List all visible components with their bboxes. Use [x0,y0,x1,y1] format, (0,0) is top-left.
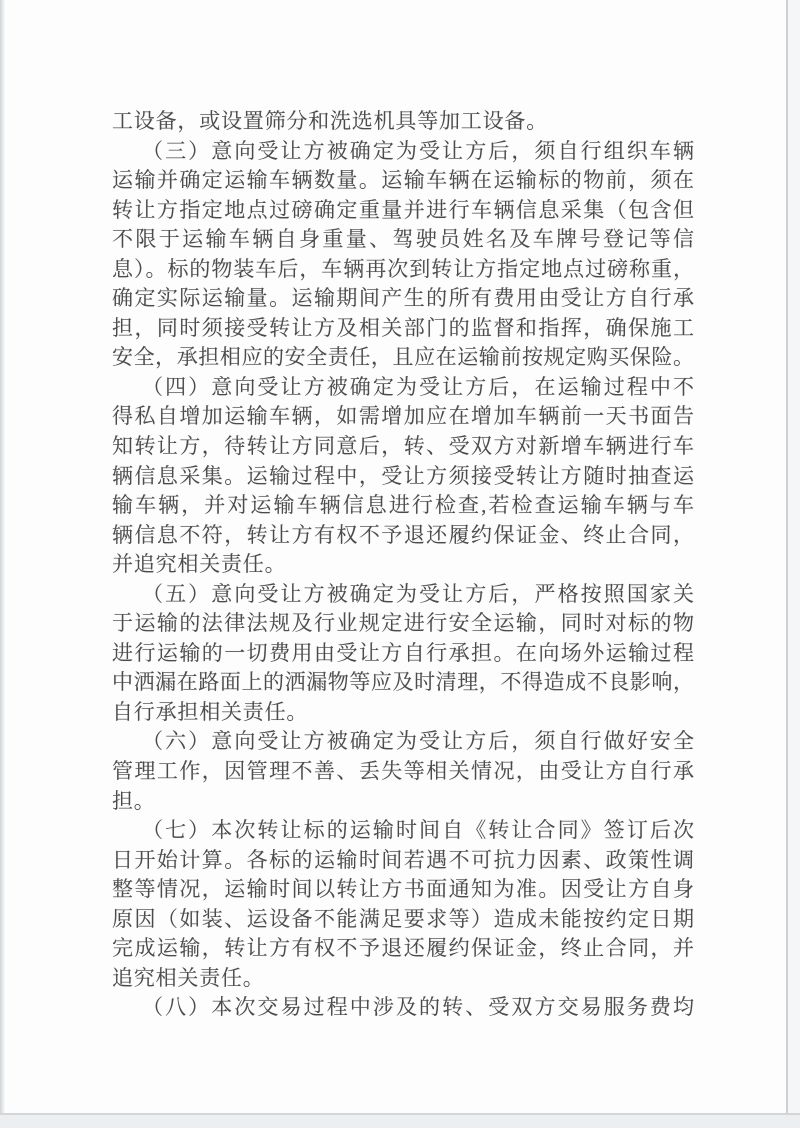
text-line: 原因（如装、运设备不能满足要求等）造成未能按约定日期 [112,906,694,931]
text-line: 安全，承担相应的安全责任，且应在运输前按规定购买保险。 [112,345,694,370]
text-line: 自行承担相关责任。 [112,699,309,724]
text-line: （七）本次转让标的运输时间自《转让合同》签订后次 [142,818,694,843]
document-body [112,107,694,1023]
text-line: 运输并确定运输车辆数量。运输车辆在运输标的物前，须在 [112,168,694,193]
text-line: 得私自增加运输车辆，如需增加应在增加车辆前一天书面告 [112,404,694,429]
text-line: 工设备，或设置筛分和洗选机具等加工设备。 [112,109,548,133]
text-line: （八）本次交易过程中涉及的转、受双方交易服务费均 [142,995,694,1020]
text-line: 息）。标的物装车后，车辆再次到转让方指定地点过磅称重， [112,256,694,281]
text-line: 追究相关责任。 [112,965,265,990]
text-line: 辆信息采集。运输过程中，受让方须接受转让方随时抽查运 [112,463,694,488]
text-line: 管理工作，因管理不善、丢失等相关情况，由受让方自行承 [112,759,694,784]
scan-bottom-edge [0,1113,800,1128]
scan-left-edge [0,0,5,1128]
text-line: 输车辆，并对运输车辆信息进行检查,若检查运输车辆与车 [112,493,694,518]
text-line: 并追究相关责任。 [112,552,287,577]
text-line: 担。 [112,788,156,813]
text-line: 辆信息不符，转让方有权不予退还履约保证金、终止合同， [112,522,694,547]
text-line: （四）意向受让方被确定为受让方后，在运输过程中不 [142,374,694,399]
text-line: 进行运输的一切费用由受让方自行承担。在向场外运输过程 [112,640,694,665]
text-line: 不限于运输车辆自身重量、驾驶员姓名及车牌号登记等信 [112,227,694,252]
text-line: （六）意向受让方被确定为受让方后，须自行做好安全 [142,729,694,754]
text-line: 于运输的法律法规及行业规定进行安全运输，同时对标的物 [112,611,694,636]
text-line: 担，同时须接受转让方及相关部门的监督和指挥，确保施工 [112,315,694,340]
scan-right-edge-band [788,0,800,1114]
text-line: 整等情况，运输时间以转让方书面通知为准。因受让方自身 [112,877,694,902]
text-line: 知转让方，待转让方同意后，转、受双方对新增车辆进行车 [112,434,694,459]
text-line: 完成运输，转让方有权不予退还履约保证金，终止合同，并 [112,936,694,961]
text-line: 确定实际运输量。运输期间产生的所有费用由受让方自行承 [112,286,694,311]
text-line: （三）意向受让方被确定为受让方后，须自行组织车辆 [142,138,694,163]
text-line: 日开始计算。各标的运输时间若遇不可抗力因素、政策性调 [112,847,694,872]
text-line: （五）意向受让方被确定为受让方后，严格按照国家关 [142,581,694,606]
text-line: 中洒漏在路面上的洒漏物等应及时清理，不得造成不良影响， [112,670,694,695]
text-line: 转让方指定地点过磅确定重量并进行车辆信息采集（包含但 [112,197,694,222]
